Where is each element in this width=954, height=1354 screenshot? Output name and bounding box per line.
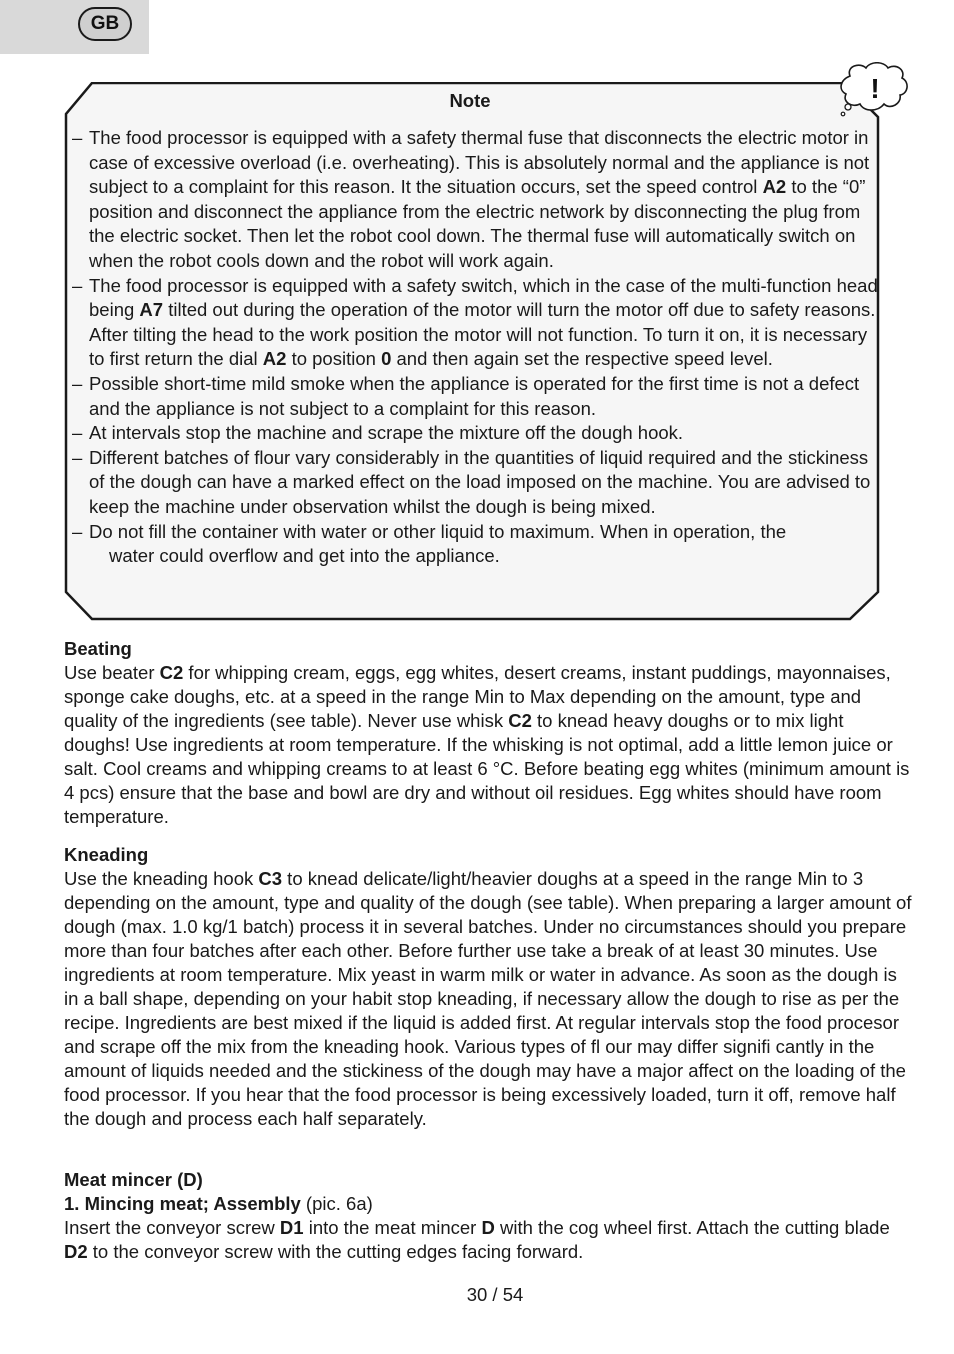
kneading-title: Kneading [64,844,149,865]
note-item: – Different batches of flour vary considerably in the quantities of liquid required and the stickiness of the dough can have a marked effect on the load imposed on the machine. You are advised to keep the machine under observation whilst the dough is being mixed. [72,446,882,520]
beating-title: Beating [64,638,132,659]
language-badge: GB [78,7,132,41]
kneading-text: Use the kneading hook C3 to knead delicate/light/heavier doughs at a speed in the range Min to 3 depending on the amount, type and quality of the dough (see table). When preparing a larger amount of dough (max. 1.0 kg/1 batch) process it in several batches. Under no circumstances should you prepare more than four batches after each other. Before further use take a break of at least 30 minutes. Use ingredients at room temperature. Mix yeast in warm milk or water in advance. As soon as the dough is in a ball shape, depending on your habit stop kneading, if necessary allow the dough to rise as per the recipe. Ingredients are best mixed if the liquid is added first. At regular intervals stop the food procesor and scrape off the mix from the kneading hook. Various types of fl our may differ signifi cantly in the amount of liquids needed and the stickiness of the dough may have a major affect on the loading of the food processor. If you hear that the food processor is being excessively loaded, turn it off, remove half the dough and process each half separately. [64,868,912,1129]
beating-section [64,637,914,829]
note-item: – Possible short-time mild smoke when the appliance is operated for the first time is not a defect and the appliance is not subject to a complaint for this reason. [72,372,882,421]
page-number: 30 / 54 [466,1284,524,1305]
meat-mincer-text: Insert the conveyor screw D1 into the meat mincer D with the cog wheel first. Attach the cutting blade D2 to the conveyor screw with the cutting edges facing forward. [64,1217,890,1262]
meat-mincer-subtitle: 1. Mincing meat; Assembly (pic. 6a) [64,1193,373,1214]
meat-mincer-title: Meat mincer (D) [64,1169,203,1190]
note-item: – The food processor is equipped with a safety thermal fuse that disconnects the electric motor in case of excessive overload (i.e. overheating). This is absolutely normal and the appliance is not subject to a complaint for this reason. It the situation occurs, set the speed control A2 to the “0” position and disconnect the appliance from the electric network by disconnecting the plug from the electric socket. Then let the robot cool down. The thermal fuse will automatically switch on when the robot cools down and the robot will work again. [72,126,882,274]
kneading-section [64,843,914,1131]
meat-mincer-section [64,1168,914,1264]
note-item: – At intervals stop the machine and scrape the mixture off the dough hook. [72,421,882,446]
note-item: – The food processor is equipped with a safety switch, which in the case of the multi-function head being A7 tilted out during the operation of the motor will turn the motor off due to safety reasons. After tilting the head to the work position the motor will not function. To turn it on, it is necessary to first return the dial A2 to position 0 and then again set the respective speed level. [72,274,882,372]
note-item: – Do not fill the container with water or other liquid to maximum. When in operation, the water could overflow and get into the appliance. [72,520,882,569]
language-tab [0,0,149,54]
note-title: Note [449,90,491,111]
note-list [72,126,882,569]
warning-icon-symbol: ! [870,73,880,104]
beating-text: Use beater C2 for whipping cream, eggs, egg whites, desert creams, instant puddings, mayonnaises, sponge cake doughs, etc. at a speed in the range Min to Max depending on the amount, type and quality of the ingredients (see table). Never use whisk C2 to knead heavy doughs or to mix light doughs! Use ingredients at room temperature. If the whisking is not optimal, add a little lemon juice or salt. Cool creams and whipping creams to at least 6 °C. Before beating egg whites (minimum amount is 4 pcs) ensure that the base and bowl are dry and without oil residues. Egg whites should have room temperature. [64,662,910,827]
